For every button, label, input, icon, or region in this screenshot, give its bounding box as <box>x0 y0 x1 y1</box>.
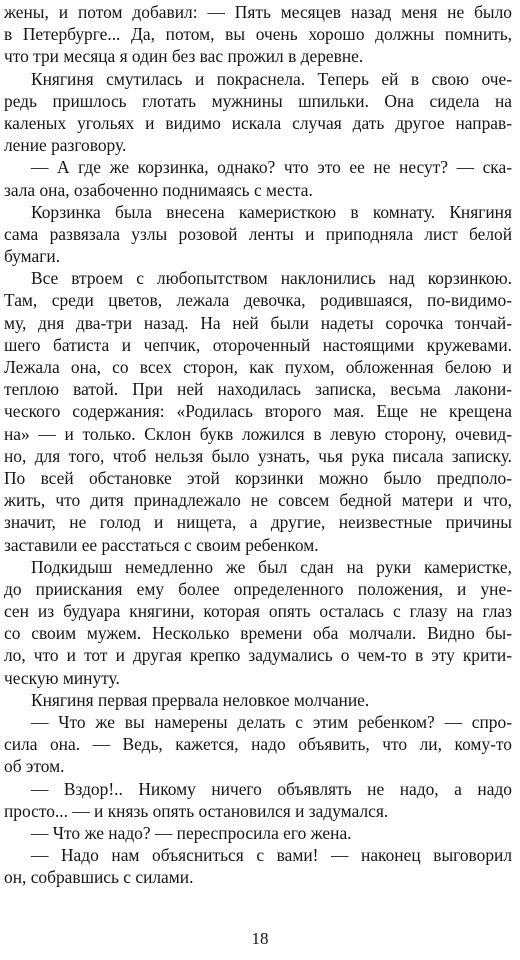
text-line: — Надо нам объясниться с вами! — наконец выговорил <box>31 845 512 866</box>
text-line: ление разговору. <box>4 135 127 156</box>
text-line: сама развязала узлы розовой ленты и приподняла лист белой <box>4 223 512 244</box>
text-line: Корзинка была внесена камеристкою в комнату. Княгиня <box>31 201 512 222</box>
text-line: ло, что и тот и другая крепко задумались о чем-то в эту крити- <box>4 645 512 666</box>
text-line: — А где же корзинка, однако? что это ее не несут? — ска- <box>31 157 512 178</box>
text-line: Лежала она, со всех сторон, как пухом, обложенная белою и <box>4 357 512 377</box>
text-line: но, для того, чтоб нельзя было узнать, чья рука писала записку. <box>4 445 512 466</box>
text-line: в Петербурге... Да, потом, вы очень хорошо должны помнить, <box>4 24 512 45</box>
text-line: сила она. — Ведь, кажется, надо объявить, что ли, кому-то <box>4 734 512 755</box>
text-line: со своим мужем. Несколько времени оба молчали. Видно бы- <box>4 623 512 644</box>
text-line: редь пришлось глотать мужнины шпильки. Она сидела на <box>4 90 512 111</box>
text-line: ческую минуту. <box>4 667 120 688</box>
text-line: просто... — и князь опять остановился и задумался. <box>4 800 389 821</box>
text-line: бумаги. <box>4 246 61 267</box>
text-line: зала она, озабоченно поднимаясь с места. <box>4 179 313 200</box>
text-line: Княгиня смутилась и покраснела. Теперь ей в свою оче- <box>31 68 512 89</box>
text-line: му, дня два-три назад. На ней были надеты сорочка тончай- <box>4 312 512 333</box>
text-line: — Что же надо? — переспросила его жена. <box>31 822 352 843</box>
text-line: значит, не голод и нищета, а другие, неизвестные причины <box>4 512 512 533</box>
text-line: Там, среди цветов, лежала девочка, родившаяся, по-видимо- <box>4 290 512 311</box>
text-line: заставили ее расстаться с своим ребенком. <box>4 534 319 555</box>
text-line: об этом. <box>4 756 65 777</box>
body-text <box>4 1 512 889</box>
text-line: шего батиста и чепчик, отороченный настоящими кружевами. <box>4 334 512 355</box>
text-line: что три месяца я один без вас прожил в деревне. <box>4 46 364 67</box>
text-line: жены, и потом добавил: — Пять месяцев назад меня не было <box>4 2 512 22</box>
text-line: каленых угольях и видимо искала случая дать другое направ- <box>4 112 512 133</box>
text-line: ческого содержания: «Родилась второго мая. Еще не крещена <box>4 401 512 422</box>
text-line: теплою ватой. При ней находилась записка, весьма лакони- <box>4 379 512 400</box>
text-line: до приискания ему более определенного положения, и уне- <box>4 578 512 599</box>
page-number: 18 <box>251 929 269 948</box>
text-line: он, собравшись с силами. <box>4 867 194 888</box>
text-line: — Вздор!.. Никому ничего объявлять не надо, а надо <box>31 778 512 799</box>
text-line: на» — и только. Склон букв ложился в левую сторону, очевид- <box>4 423 512 444</box>
text-line: Княгиня первая прервала неловкое молчание. <box>31 689 370 710</box>
text-line: Все втроем с любопытством наклонились над корзинкою. <box>31 268 512 289</box>
text-line: По всей обстановке этой корзинки можно было предполо- <box>4 467 512 488</box>
text-line: сен из будуара княгини, которая опять осталась с глазу на глаз <box>4 601 512 622</box>
text-line: Подкидыш немедленно же был сдан на руки камеристке, <box>31 556 512 577</box>
text-line: жить, что дитя принадлежало не совсем бедной матери и что, <box>4 490 512 511</box>
text-line: — Что же вы намерены делать с этим ребенком? — спро- <box>31 712 512 732</box>
